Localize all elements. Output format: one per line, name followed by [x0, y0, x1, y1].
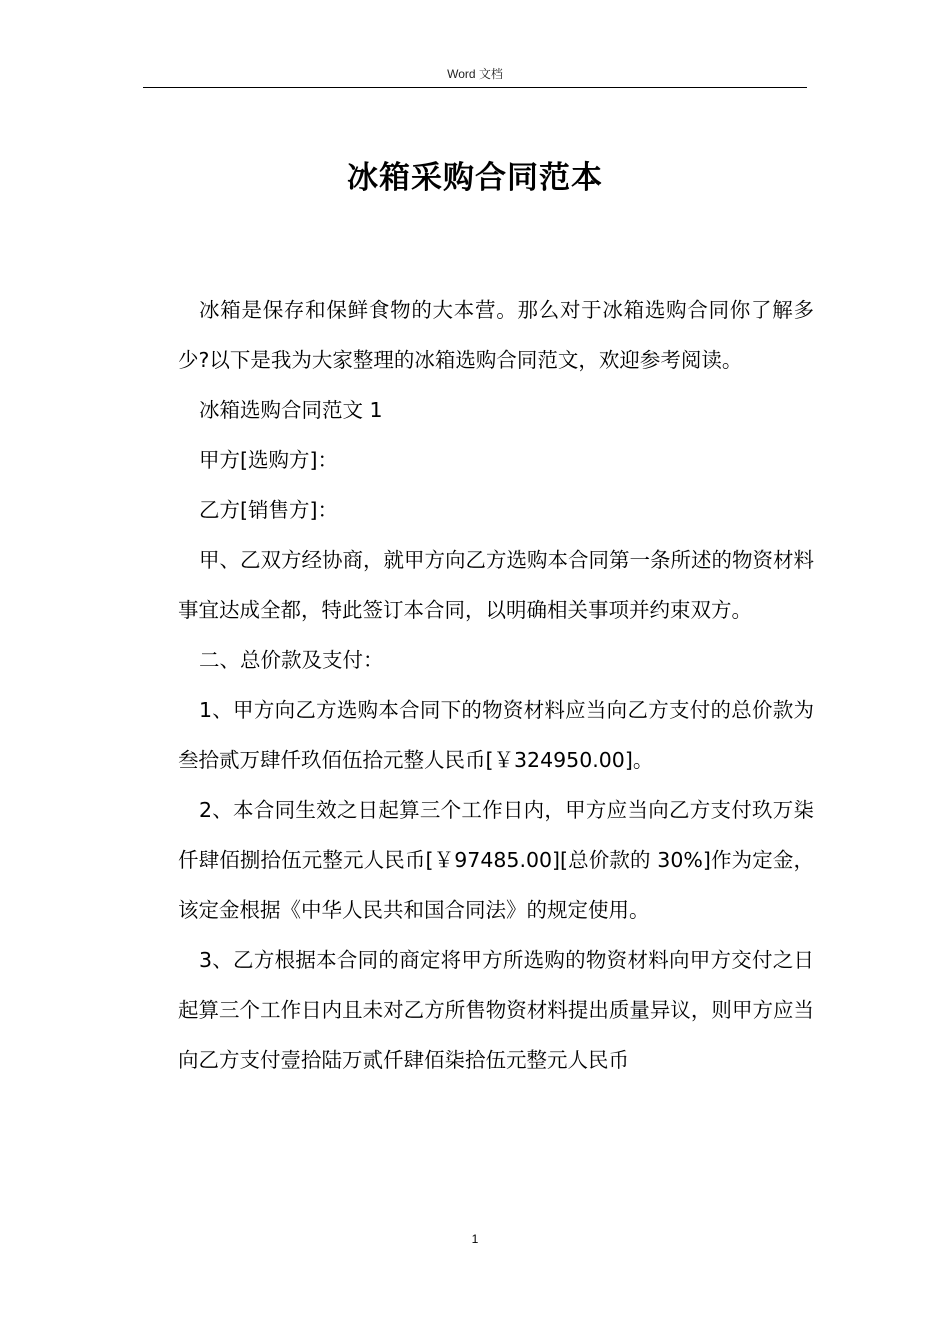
paragraph-intro: 冰箱是保存和保鲜食物的大本营。那么对于冰箱选购合同你了解多少?以下是我为大家整理的冰箱选购合同范文，欢迎参考阅读。	[178, 298, 814, 372]
paragraph-clause-2: 2、本合同生效之日起算三个工作日内，甲方应当向乙方支付玖万柒仟肆佰捌拾伍元整元人民币[￥97485.00][总价款的 30%]作为定金，该定金根据《中华人民共和国合同法》的规定使用。	[178, 798, 814, 922]
paragraph-clause-3: 3、乙方根据本合同的商定将甲方所选购的物资材料向甲方交付之日起算三个工作日内且未对乙方所售物资材料提出质量异议，则甲方应当向乙方支付壹拾陆万贰仟肆佰柒拾伍元整元人民币	[178, 948, 814, 1072]
document-title: 冰箱采购合同范本	[347, 160, 603, 196]
paragraph-clause-1: 1、甲方向乙方选购本合同下的物资材料应当向乙方支付的总价款为叁拾贰万肆仟玖佰伍拾元整人民币[￥324950.00]。	[178, 698, 814, 772]
page-header-text: Word 文档	[447, 67, 503, 81]
page-number: 1	[471, 1232, 479, 1246]
paragraph-sample-heading: 冰箱选购合同范文 1	[199, 398, 383, 422]
paragraph-party-a: 甲方[选购方]：	[199, 448, 338, 472]
paragraph-section-two-heading: 二、总价款及支付：	[199, 648, 384, 672]
paragraph-agreement: 甲、乙双方经协商，就甲方向乙方选购本合同第一条所述的物资材料事宜达成全都，特此签订本合同，以明确相关事项并约束双方。	[178, 548, 814, 622]
header-divider	[143, 87, 807, 88]
document-body	[178, 285, 814, 1085]
paragraph-party-b: 乙方[销售方]：	[199, 498, 338, 522]
